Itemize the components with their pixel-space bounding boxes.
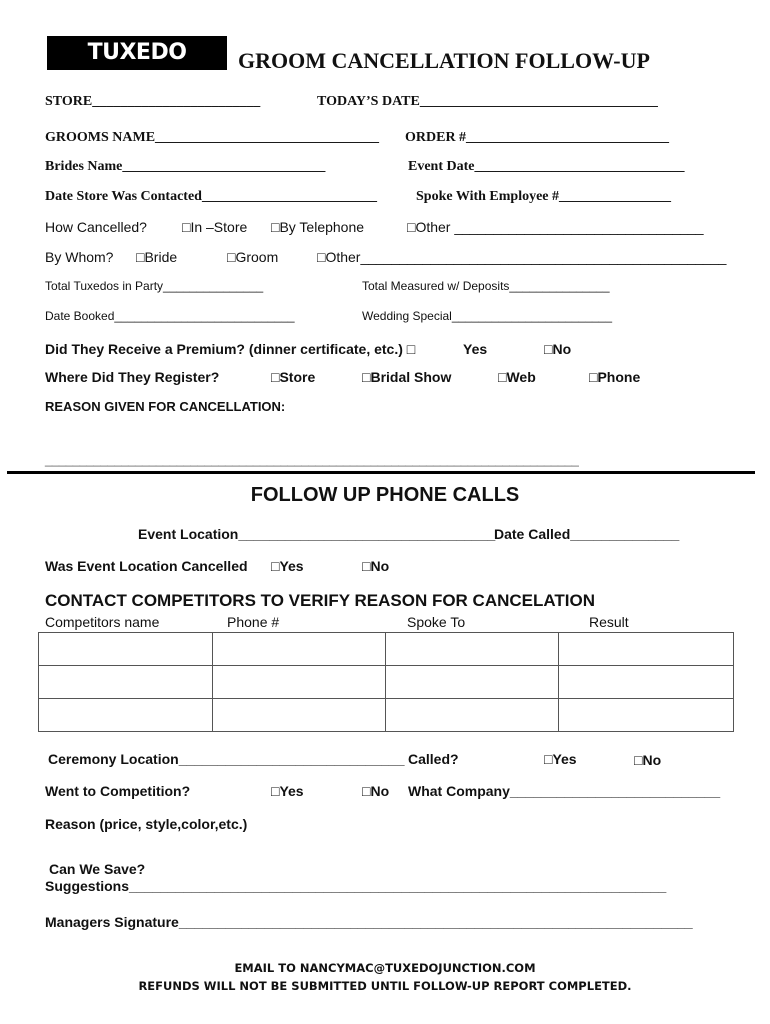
followup-title: FOLLOW UP PHONE CALLS (250, 484, 520, 506)
competitors-title: CONTACT COMPETITORS TO VERIFY REASON FOR CANCELATION (45, 591, 596, 610)
table-row (39, 633, 734, 666)
groom-checkbox[interactable]: □Groom (227, 249, 279, 265)
called-no-checkbox[interactable]: □No (634, 752, 662, 768)
date-called-field[interactable]: Date Called______________ (494, 526, 680, 542)
register-question: Where Did They Register? (45, 369, 220, 385)
bride-checkbox[interactable]: □Bride (136, 249, 178, 265)
ceremony-location-field[interactable]: Ceremony Location_____________________________ (48, 751, 405, 767)
tuxedo-junction-logo: TUXEDO JUNCTION (47, 36, 227, 70)
reason-prompt: Reason (price, style,color,etc.) (45, 816, 248, 832)
section-divider (7, 471, 755, 474)
register-store-checkbox[interactable]: □Store (271, 369, 316, 385)
managers-signature-field[interactable]: Managers Signature__________________________________________________________________ (45, 914, 693, 930)
col-phone: Phone # (227, 614, 280, 630)
what-company-field[interactable]: What Company___________________________ (408, 783, 721, 799)
location-cancelled-question: Was Event Location Cancelled (45, 558, 248, 574)
footer-notice: REFUNDS WILL NOT BE SUBMITTED UNTIL FOLLOW-UP REPORT COMPLETED. (138, 979, 632, 993)
table-cell[interactable] (213, 699, 386, 732)
table-cell[interactable] (39, 666, 213, 699)
table-cell[interactable] (386, 633, 559, 666)
competitors-table (38, 632, 734, 732)
table-cell[interactable] (386, 699, 559, 732)
wedding-special-field[interactable]: Wedding Special________________________ (362, 309, 613, 323)
reason-label: REASON GIVEN FOR CANCELLATION: (45, 399, 286, 414)
col-result: Result (589, 614, 629, 630)
grooms-name-field[interactable]: GROOMS NAME________________________________ (45, 130, 380, 145)
register-phone-checkbox[interactable]: □Phone (589, 369, 641, 385)
in-store-checkbox[interactable]: □In –Store (182, 219, 248, 235)
premium-question: Did They Receive a Premium? (dinner certificate, etc.) □ (45, 341, 416, 357)
table-row (39, 699, 734, 732)
can-we-save-label: Can We Save? (49, 861, 146, 877)
table-cell[interactable] (39, 699, 213, 732)
table-row (39, 666, 734, 699)
col-competitors-name: Competitors name (45, 614, 160, 630)
reason-line[interactable]: _____________________________________________________________________________ (45, 452, 579, 467)
spoke-with-employee-field[interactable]: Spoke With Employee #________________ (416, 189, 672, 204)
footer-email: EMAIL TO NANCYMAC@TUXEDOJUNCTION.COM (234, 961, 536, 975)
premium-no-checkbox[interactable]: □No (544, 341, 572, 357)
premium-yes-option[interactable]: Yes (463, 341, 488, 357)
page-title: GROOM CANCELLATION FOLLOW-UP (238, 48, 650, 73)
competition-yes-checkbox[interactable]: □Yes (271, 783, 304, 799)
total-measured-field[interactable]: Total Measured w/ Deposits_______________ (362, 279, 610, 293)
todays-date-field[interactable]: TODAY’S DATE__________________________________ (317, 94, 658, 109)
table-cell[interactable] (559, 699, 734, 732)
how-cancelled-label: How Cancelled? (45, 219, 147, 235)
event-date-field[interactable]: Event Date______________________________ (408, 159, 685, 174)
brides-name-field[interactable]: Brides Name_____________________________ (45, 159, 326, 174)
location-cancelled-yes[interactable]: □Yes (271, 558, 304, 574)
location-cancelled-no[interactable]: □No (362, 558, 390, 574)
event-location-field[interactable]: Event Location_________________________________ (138, 526, 496, 542)
register-web-checkbox[interactable]: □Web (498, 369, 536, 385)
table-cell[interactable] (559, 633, 734, 666)
cancel-other-field[interactable]: □Other ________________________________ (407, 219, 704, 235)
table-cell[interactable] (213, 666, 386, 699)
date-store-contacted-field[interactable]: Date Store Was Contacted_________________________ (45, 189, 377, 204)
table-cell[interactable] (39, 633, 213, 666)
by-whom-label: By Whom? (45, 249, 114, 265)
date-booked-field[interactable]: Date Booked___________________________ (45, 309, 295, 323)
table-cell[interactable] (386, 666, 559, 699)
called-question: Called? (408, 751, 459, 767)
suggestions-field[interactable]: Suggestions_____________________________________________________________________ (45, 878, 667, 894)
competition-no-checkbox[interactable]: □No (362, 783, 390, 799)
called-yes-checkbox[interactable]: □Yes (544, 751, 577, 767)
register-bridal-show-checkbox[interactable]: □Bridal Show (362, 369, 452, 385)
col-spoke-to: Spoke To (407, 614, 466, 630)
order-number-field[interactable]: ORDER #_____________________________ (405, 130, 670, 145)
store-field[interactable]: STORE________________________ (45, 94, 261, 109)
table-cell[interactable] (559, 666, 734, 699)
went-to-competition-question: Went to Competition? (45, 783, 191, 799)
by-telephone-checkbox[interactable]: □By Telephone (271, 219, 365, 235)
total-tuxedos-field[interactable]: Total Tuxedos in Party_______________ (45, 279, 264, 293)
table-cell[interactable] (213, 633, 386, 666)
whom-other-field[interactable]: □Other_______________________________________________ (317, 249, 727, 265)
